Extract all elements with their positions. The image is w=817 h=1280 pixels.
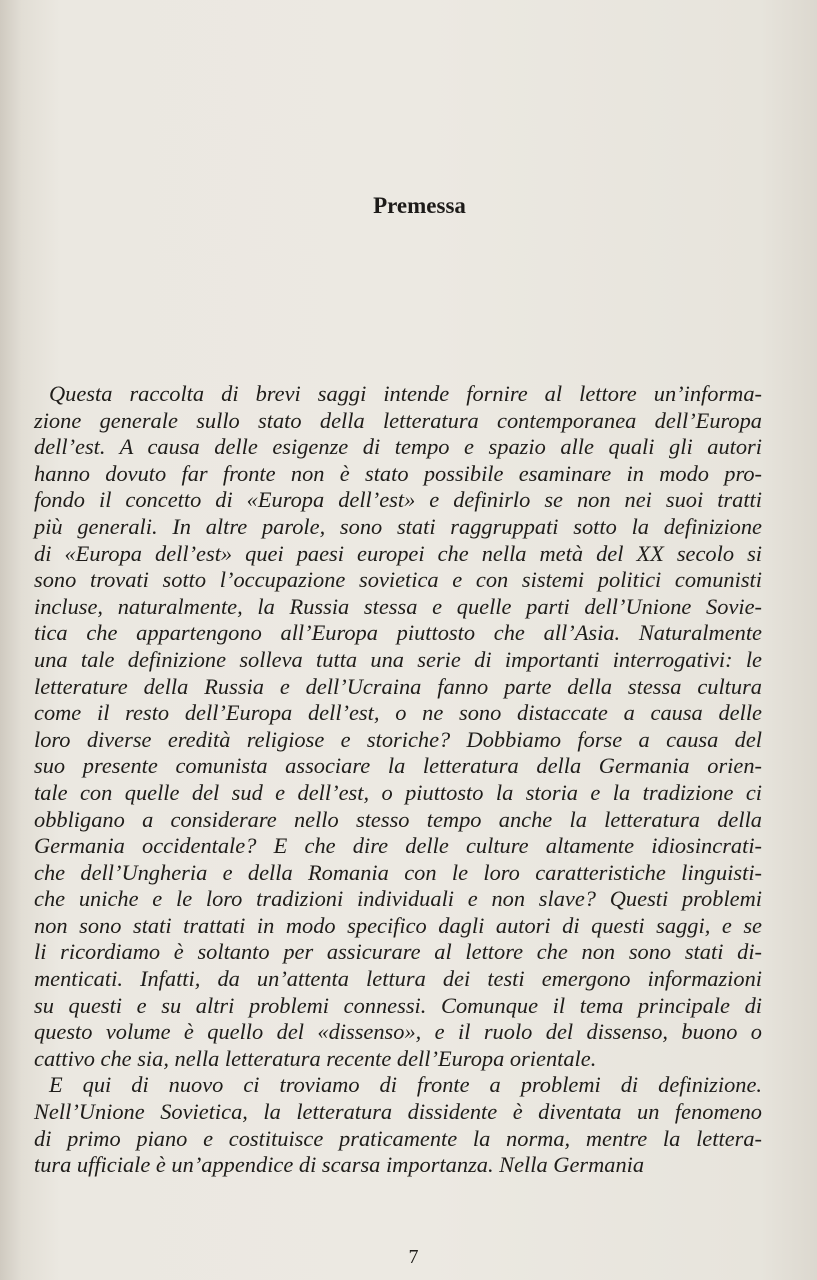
text-line: non sono stati trattati in modo specifico dagli autori di questi saggi, e se — [34, 912, 762, 938]
text-line: una tale definizione solleva tutta una serie di importanti interrogativi: le — [34, 646, 762, 672]
text-line: Questa raccolta di brevi saggi intende fornire al lettore un’informa- — [49, 381, 762, 406]
text-line: menticati. Infatti, da un’attenta lettura dei testi emergono informazioni — [34, 966, 762, 992]
text-line: tica che appartengono all’Europa piuttosto che all’Asia. Naturalmente — [34, 620, 762, 646]
text-line: Germania occidentale? E che dire delle culture altamente idiosincrati- — [34, 833, 762, 859]
text-line: obbligano a considerare nello stesso tempo anche la letteratura della — [34, 806, 762, 832]
text-line: sono trovati sotto l’occupazione sovietica e con sistemi politici comunisti — [34, 567, 762, 593]
body-text — [34, 381, 762, 1179]
text-line: come il resto dell’Europa dell’est, o ne sono distaccate a causa delle — [34, 700, 762, 726]
text-line: fondo il concetto di «Europa dell’est» e definirlo se non nei suoi tratti — [34, 487, 762, 513]
text-line: suo presente comunista associare la letteratura della Germania orien- — [34, 753, 762, 779]
text-line: zione generale sullo stato della letteratura contemporanea dell’Europa — [34, 407, 762, 433]
text-line: su questi e su altri problemi connessi. Comunque il tema principale di — [34, 992, 762, 1018]
text-line: Nell’Unione Sovietica, la letteratura dissidente è diventata un fenomeno — [34, 1099, 762, 1125]
text-line: tale con quelle del sud e dell’est, o piuttosto la storia e la tradizione ci — [34, 779, 762, 805]
text-line: di «Europa dell’est» quei paesi europei che nella metà del XX secolo si — [34, 540, 762, 566]
page-number: 7 — [408, 1246, 419, 1268]
text-line: di primo piano e costituisce praticamente la norma, mentre la lettera- — [34, 1125, 762, 1151]
text-line: hanno dovuto far fronte non è stato possibile esaminare in modo pro- — [34, 460, 762, 486]
text-line: incluse, naturalmente, la Russia stessa e quelle parti dell’Unione Sovie- — [34, 593, 762, 619]
page-title: Premessa — [373, 193, 466, 218]
text-line: tura ufficiale è un’appendice di scarsa importanza. Nella Germania — [34, 1152, 645, 1178]
text-line: che uniche e le loro tradizioni individuali e non slave? Questi problemi — [34, 886, 762, 912]
text-line: più generali. In altre parole, sono stati raggruppati sotto la definizione — [34, 513, 762, 539]
text-line: che dell’Ungheria e della Romania con le loro caratteristiche linguisti- — [34, 859, 762, 885]
text-line: E qui di nuovo ci troviamo di fronte a problemi di definizione. — [49, 1072, 762, 1098]
text-line: cattivo che sia, nella letteratura recente dell’Europa orientale. — [34, 1045, 597, 1071]
text-line: letterature della Russia e dell’Ucraina fanno parte della stessa cultura — [34, 673, 762, 699]
text-line: dell’est. A causa delle esigenze di tempo e spazio alle quali gli autori — [34, 434, 762, 460]
text-line: questo volume è quello del «dissenso», e il ruolo del dissenso, buono o — [34, 1019, 762, 1045]
text-line: loro diverse eredità religiose e storiche? Dobbiamo forse a causa del — [34, 726, 762, 752]
text-line: li ricordiamo è soltanto per assicurare al lettore che non sono stati di- — [34, 939, 762, 965]
paragraph — [34, 1072, 762, 1178]
paragraph — [34, 381, 762, 1072]
